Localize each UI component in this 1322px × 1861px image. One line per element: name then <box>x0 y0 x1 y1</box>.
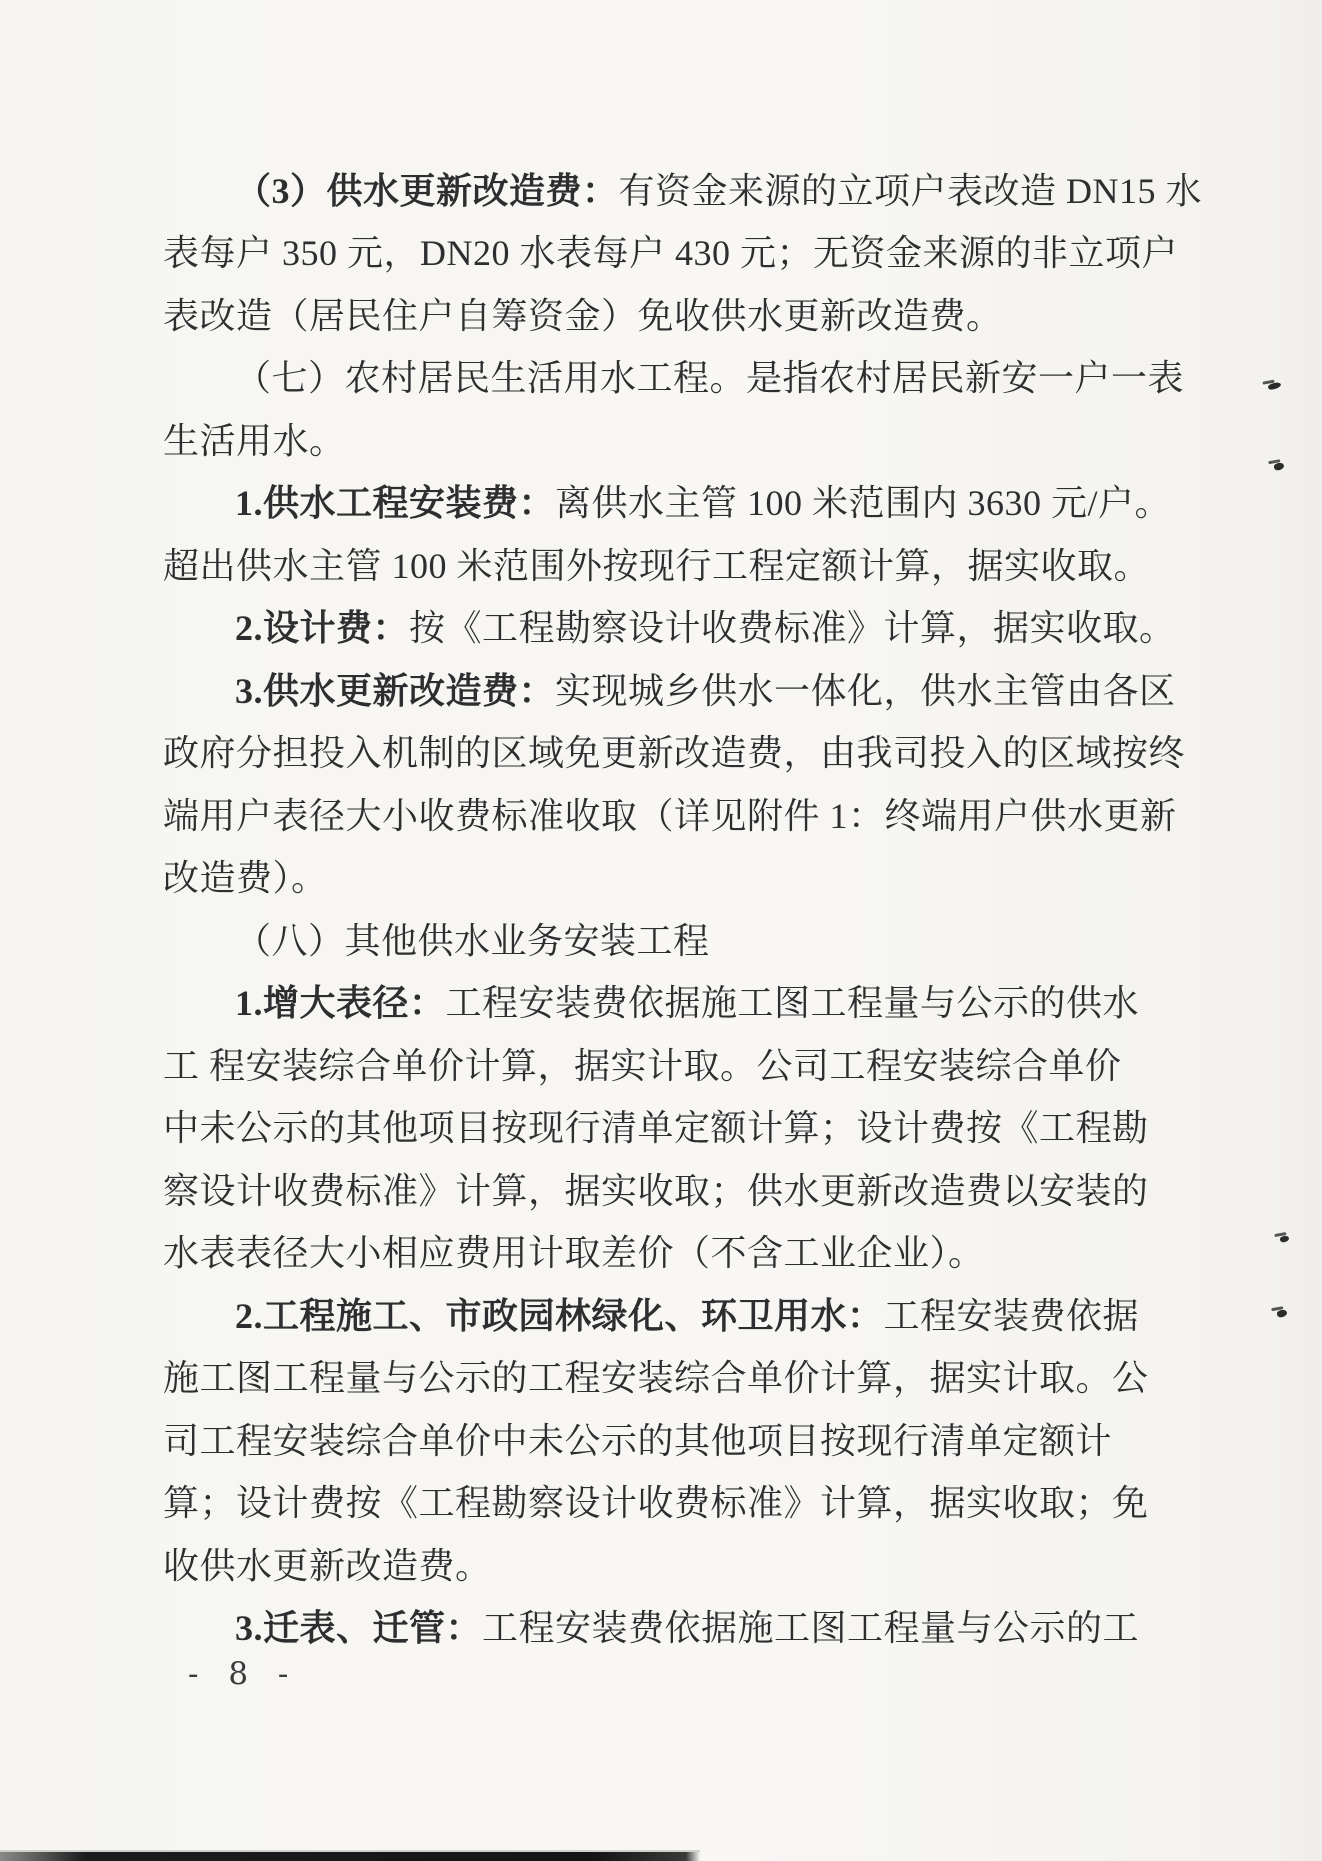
text-line <box>163 1167 1173 1215</box>
text-line <box>163 542 1173 590</box>
text-line <box>163 729 1186 777</box>
line-text: 离供水主管 100 米范围内 3630 元/户。 <box>555 483 1172 523</box>
line-text: 表每户 350 元，DN20 水表每户 430 元；无资金来源的非立项户 <box>163 233 1178 273</box>
text-line <box>163 1604 1245 1652</box>
bold-lead: 2.设计费： <box>235 608 410 648</box>
line-text: （七）农村居民生活用水工程。是指农村居民新安一户一表 <box>235 358 1185 398</box>
line-text: （八）其他供水业务安装工程 <box>235 921 710 961</box>
line-text: 超出供水主管 100 米范围外按现行工程定额计算，据实收取。 <box>163 546 1151 586</box>
line-text: 算；设计费按《工程勘察设计收费标准》计算，据实收取；免 <box>163 1483 1149 1523</box>
line-text: 施工图工程量与公示的工程安装综合单价计算，据实计取。公 <box>163 1358 1149 1398</box>
text-line <box>163 167 1245 215</box>
text-line <box>163 1229 1173 1277</box>
line-text: 端用户表径大小收费标准收取（详见附件 1：终端用户供水更新 <box>163 796 1177 836</box>
line-text: 司工程安装综合单价中未公示的其他项目按现行清单定额计 <box>163 1421 1113 1461</box>
text-line <box>163 1479 1173 1527</box>
bold-lead: 1.供水工程安装费： <box>235 483 556 523</box>
text-line <box>163 1104 1173 1152</box>
text-line <box>163 979 1245 1027</box>
text-line <box>163 354 1245 402</box>
scan-speck <box>1267 381 1281 391</box>
bold-lead: 1.增大表径： <box>235 983 446 1023</box>
text-line <box>163 1542 1173 1590</box>
line-text: 表改造（居民住户自筹资金）免收供水更新改造费。 <box>163 296 1003 336</box>
text-line <box>163 854 1173 902</box>
line-text: 工程安装费依据施工图工程量与公示的工 <box>482 1608 1140 1648</box>
text-line <box>163 479 1245 527</box>
bold-lead: （3）供水更新改造费： <box>235 171 619 211</box>
line-text: 有资金来源的立项户表改造 DN15 水 <box>618 171 1203 211</box>
line-text: 政府分担投入机制的区域免更新改造费，由我司投入的区域按终 <box>163 733 1186 773</box>
text-line <box>163 1042 1173 1090</box>
line-text: 察设计收费标准》计算，据实收取；供水更新改造费以安装的 <box>163 1171 1149 1211</box>
text-line <box>163 1417 1173 1465</box>
scan-speck <box>1273 462 1285 472</box>
line-text: 工程安装费依据施工图工程量与公示的供水 <box>445 983 1140 1023</box>
text-line <box>163 417 1173 465</box>
text-line <box>163 604 1245 652</box>
line-text: 按《工程勘察设计收费标准》计算，据实收取。 <box>409 608 1176 648</box>
text-line <box>163 292 1173 340</box>
scan-speck <box>1279 1235 1289 1243</box>
line-text: 工 程安装综合单价计算，据实计取。公司工程安装综合单价 <box>163 1046 1122 1086</box>
text-line <box>163 229 1178 277</box>
line-text: 生活用水。 <box>163 421 346 461</box>
line-text: 中未公示的其他项目按现行清单定额计算；设计费按《工程勘 <box>163 1108 1149 1148</box>
line-text: 水表表径大小相应费用计取差价（不含工业企业）。 <box>163 1233 985 1273</box>
text-line <box>163 917 1245 965</box>
scan-speck <box>1276 1309 1288 1319</box>
scan-edge-bottom <box>0 1852 700 1861</box>
line-text: 工程安装费依据 <box>883 1296 1140 1336</box>
text-line <box>163 1292 1245 1340</box>
text-line <box>163 667 1245 715</box>
bold-lead: 3.迁表、迁管： <box>235 1608 483 1648</box>
line-text: 改造费）。 <box>163 858 328 898</box>
line-text: 收供水更新改造费。 <box>163 1546 492 1586</box>
line-text: 实现城乡供水一体化，供水主管由各区 <box>555 671 1176 711</box>
page-number: - 8 - <box>188 1656 299 1692</box>
text-line <box>163 1354 1173 1402</box>
bold-lead: 3.供水更新改造费： <box>235 671 556 711</box>
text-line <box>163 792 1177 840</box>
bold-lead: 2.工程施工、市政园林绿化、环卫用水： <box>235 1296 884 1336</box>
